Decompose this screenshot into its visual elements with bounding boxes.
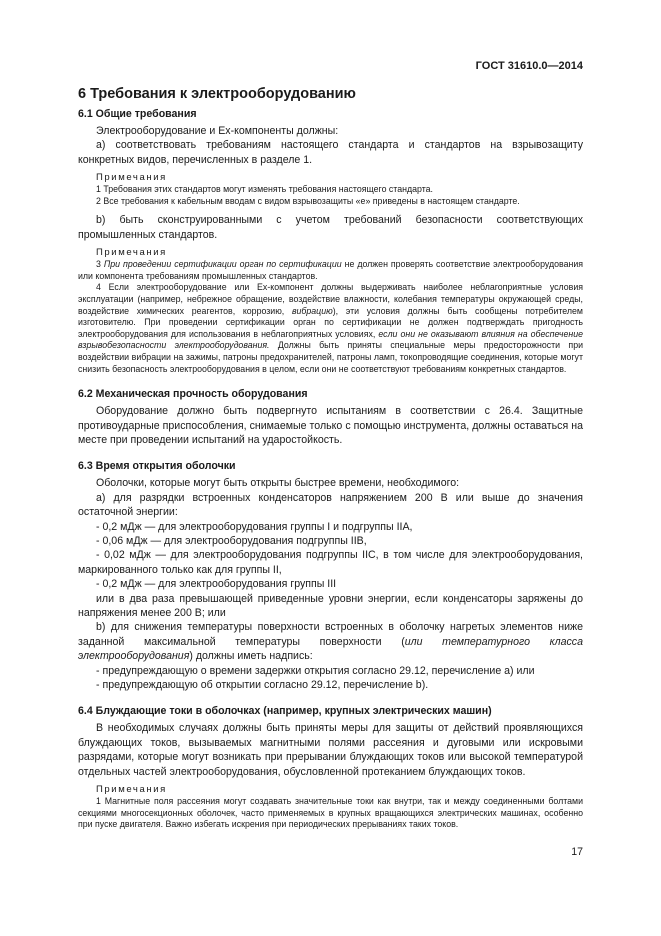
note: 2 Все требования к кабельным вводам с видом взрывозащиты «е» приведены в настоящем стандарте. xyxy=(96,195,520,206)
section-6-4-title: 6.4 Блуждающие токи в оболочках (например, крупных электрических машин) xyxy=(78,705,492,718)
paragraph: или в два раза превышающей приведенные уровни энергии, если конденсаторы заряжены до напряжения менее 200 В; или xyxy=(78,592,583,620)
section-6-4 xyxy=(78,705,583,830)
section-6-3 xyxy=(78,460,583,692)
note: 4 Если электрооборудование или Ex-компонент должны выдерживать наиболее неблагоприятные условия эксплуатации (например, небрежное обращение, воздействие влажности, колебания температуры окружающей среды, воздействие химических реагентов, коррозию, вибрацию), эти условия должны быть сообщены потребителем изготовителю. При проведении сертификации орган по сертификации не должен подтверждать пригодность электрооборудования для использования в неблагоприятных условиях, если они не оказывают влияния на обеспечение взрывобезопасности электрооборудования. Должны быть приняты специальные меры предосторожности при воздействии вибрации на зажимы, патроны предохранителей, патроны ламп, токопроводящие соединения, которые могут снизить безопасность электрооборудования в целом, если они не соответствуют требованиям конкретных стандартов. xyxy=(78,282,583,374)
list-item: - предупреждающую о времени задержки открытия согласно 29.12, перечисление а) или xyxy=(96,664,535,677)
section-6-title: 6 Требования к электрооборудованию xyxy=(78,86,356,102)
paragraph: Оборудование должно быть подвергнуто испытаниям в соответствии с 26.4. Защитные противоударные приспособления, снимаемые только с помощью инструмента, должны оставаться на месте при проведении испытаний на ударостойкость. xyxy=(78,405,583,446)
list-item: - предупреждающую об открытии согласно 29.12, перечисление b). xyxy=(96,679,429,692)
paragraph: a) соответствовать требованиям настоящего стандарта и стандартов на взрывозащиту конкретных видов, перечисленных в разделе 1. xyxy=(78,139,583,166)
paragraph: Электрооборудование и Ex-компоненты должны: xyxy=(96,125,339,137)
list-item: - 0,06 мДж — для электрооборудования подгруппы IIB, xyxy=(96,535,367,547)
notes-heading: Примечания xyxy=(96,784,167,796)
section-6-3-title: 6.3 Время открытия оболочки xyxy=(78,460,236,473)
paragraph: В необходимых случаях должны быть приняты меры для защиты от действий проявляющихся блуждающих токов, вызываемых магнитными полями рассеяния и дуговыми или искровыми разрядами, которые могут возникать при прерывании блуждающих токов или высокой температурой отдельных частей электрооборудования, обусловленной протеканием блуждающих токов. xyxy=(78,722,583,778)
paragraph: a) для разрядки встроенных конденсаторов напряжением 200 В или выше до значения остаточной энергии: xyxy=(78,491,583,519)
list-item: - 0,2 мДж — для электрооборудования группы I и подгруппы IIA, xyxy=(96,520,413,533)
section-6-1 xyxy=(78,108,583,375)
section-6-2 xyxy=(78,388,583,447)
section-6-1-title: 6.1 Общие требования xyxy=(78,108,197,120)
note: 3 При проведении сертификации орган по сертификации не должен проверять соответствие электрооборудования или компонента требованиям промышленных стандартов. xyxy=(78,259,583,281)
paragraph: b) для снижения температуры поверхности встроенных в оболочку нагретых элементов ниже заданной максимальной температуры поверхности (или температурного класса электрооборудования) должны иметь надпись: xyxy=(78,621,583,663)
list-item: - 0,02 мДж — для электрооборудования подгруппы IIC, в том числе для электрооборудования, маркированного только как для группы II, xyxy=(78,549,583,576)
note: 1 Требования этих стандартов могут изменять требования настоящего стандарта. xyxy=(96,184,433,195)
paragraph: b) быть сконструированными с учетом требований безопасности соответствующих промышленных стандартов. xyxy=(78,214,583,241)
section-6-2-title: 6.2 Механическая прочность оборудования xyxy=(78,388,308,401)
notes-heading: Примечания xyxy=(96,247,167,259)
page-number: 17 xyxy=(571,846,583,858)
document-id: ГОСТ 31610.0—2014 xyxy=(475,60,583,72)
list-item: - 0,2 мДж — для электрооборудования группы III xyxy=(96,578,337,591)
notes-heading: Примечания xyxy=(96,172,167,184)
paragraph: Оболочки, которые могут быть открыты быстрее времени, необходимого: xyxy=(96,477,460,490)
note: 1 Магнитные поля рассеяния могут создавать значительные токи как внутри, так и между соединенными болтами секциями многосекционных оболочек, часто применяемых в крупных вращающихся электрических машинах, особенно при пуске двигателя. Важно избегать искрения при периодических прерываниях таких токов. xyxy=(78,796,583,830)
